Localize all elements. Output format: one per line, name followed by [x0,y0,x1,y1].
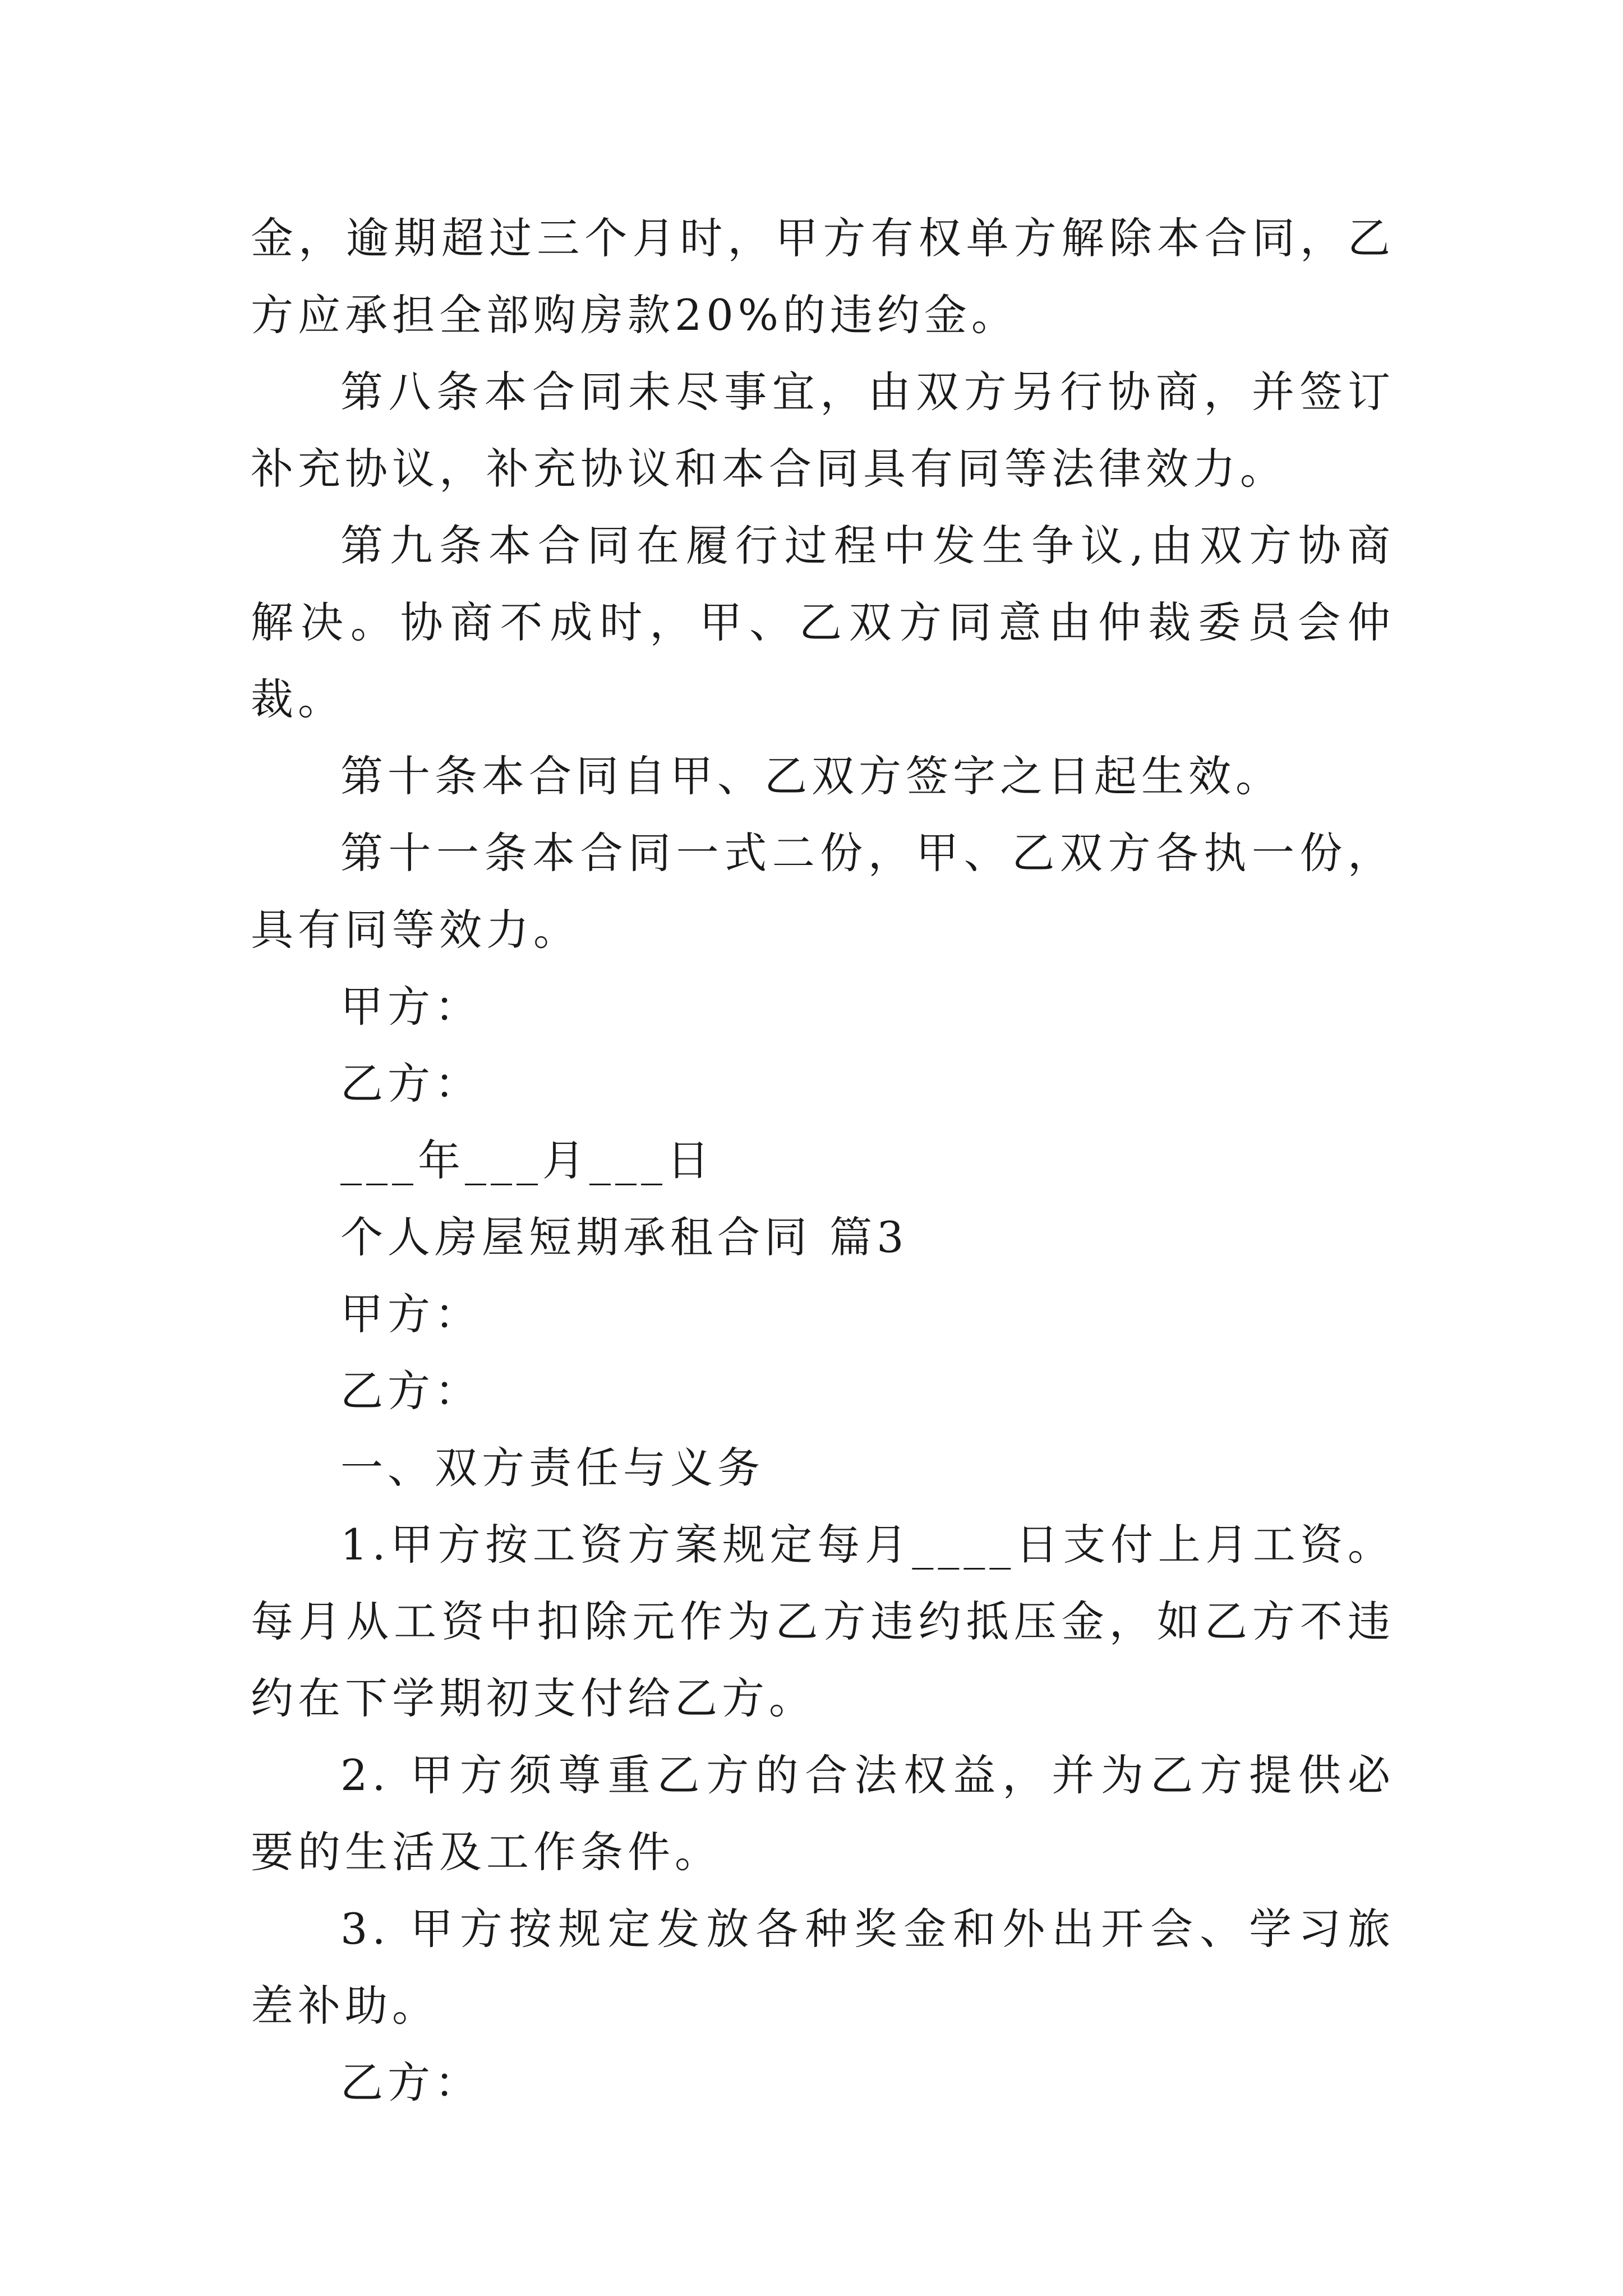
paragraph: 一、双方责任与义务 [340,1443,764,1493]
document-body [251,200,1395,2121]
paragraph: ___年___月___日 [340,1135,714,1185]
paragraph: 3. 甲方按规定发放各种奖金和外出开会、学习旅差补助。 [251,1904,1395,2031]
paragraph: 乙方： [340,1059,482,1108]
paragraph: 第八条本合同未尽事宜，由双方另行协商，并签订补充协议，补充协议和本合同具有同等法律效力。 [251,367,1395,494]
paragraph: 第十条本合同自甲、乙双方签字之日起生效。 [340,751,1283,801]
paragraph: 2. 甲方须尊重乙方的合法权益，并为乙方提供必要的生活及工作条件。 [251,1750,1395,1877]
paragraph: 乙方： [340,2058,482,2108]
paragraph: 甲方： [340,1289,482,1339]
paragraph: 个人房屋短期承租合同 篇3 [340,1212,909,1262]
paragraph: 第十一条本合同一式二份，甲、乙双方各执一份，具有同等效力。 [251,828,1395,955]
paragraph: 1.甲方按工资方案规定每月____日支付上月工资。每月从工资中扣除元作为乙方违约抵压金，如乙方不违约在下学期初支付给乙方。 [251,1520,1395,1723]
paragraph: 甲方： [340,982,482,1032]
paragraph: 乙方： [340,1366,482,1416]
paragraph: 金，逾期超过三个月时，甲方有权单方解除本合同，乙方应承担全部购房款20%的违约金。 [251,213,1395,340]
paragraph: 第九条本合同在履行过程中发生争议,由双方协商解决。协商不成时，甲、乙双方同意由仲裁委员会仲裁。 [251,521,1395,724]
